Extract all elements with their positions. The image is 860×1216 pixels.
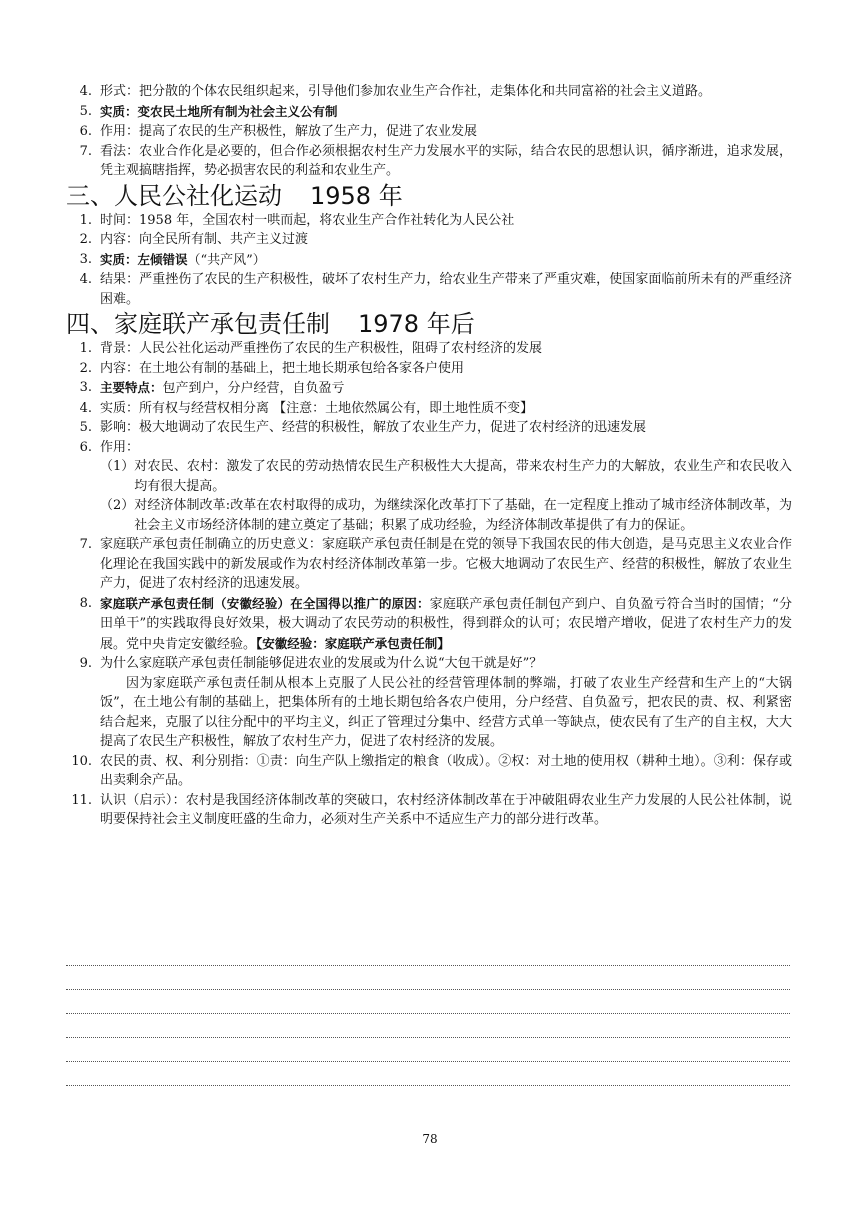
item-number: 5. (79, 103, 92, 119)
item-text (100, 250, 792, 271)
item-number: 4. (79, 84, 92, 99)
list-item (66, 378, 792, 399)
item-text: 背景：人民公社化运动严重挫伤了农民的生产积极性，阻碍了农村经济的发展 (100, 341, 543, 356)
item-number: 6. (79, 439, 92, 455)
item-number: 1. (79, 212, 92, 228)
bold-text: 【安徽经验：家庭联产承包责任制】 (256, 635, 450, 651)
plain-text: （“共产风”） (187, 252, 266, 268)
item-text: 时间：1958 年，全国农村一哄而起，将农业生产合作社转化为人民公社 (100, 212, 515, 228)
item-text: 影响：极大地调动了农民生产、经营的积极性，解放了农业生产力，促进了农村经济的迅速发展 (100, 420, 647, 435)
section-heading (66, 181, 792, 211)
list-item (66, 594, 792, 655)
list-item (66, 438, 792, 458)
item-text: 实质：所有权与经营权相分离 【注意：土地依然属公有，即土地性质不变】 (100, 400, 534, 416)
item-number: 5. (79, 420, 92, 435)
sub-item-text: 对农民、农村：激发了农民的劳动热情农民生产积极性大大提高，带来农村生产力的大解放，农业生产和农民收入均有很大提高。 (134, 459, 792, 494)
item-text: 农民的责、权、利分别指：①责：向生产队上缴指定的粮食（收成）。②权：对土地的使用权（耕种土地）。③利：保存或出卖剩余产品。 (100, 753, 792, 788)
item-number: 10. (71, 753, 92, 769)
item-number: 3. (79, 251, 92, 267)
item-number: 7. (79, 537, 92, 552)
list-item (66, 211, 792, 231)
section-title: 四、家庭联产承包责任制 (66, 310, 330, 338)
item-number: 4. (79, 272, 92, 287)
section-year: 1958 年 (310, 181, 403, 210)
dotted-line (66, 942, 790, 966)
item-text (100, 378, 792, 399)
writing-lines (66, 942, 790, 1086)
item-text: 为什么家庭联产承包责任制能够促进农业的发展或为什么说“大包干就是好”？ (100, 656, 543, 671)
bold-text: 实质：变农民土地所有制为社会主义公有制 (100, 103, 338, 119)
sub-item (66, 496, 792, 535)
section-heading (66, 309, 792, 339)
plain-text: 包产到户，分户经营，自负盈亏 (162, 381, 345, 396)
item-number: 3. (79, 380, 92, 395)
item-text: 家庭联产承包责任制确立的历史意义：家庭联产承包责任制是在党的领导下我国农民的伟大创造，是马克思主义农业合作化理论在我国实践中的新发展或作为农村经济体制改革第一步。它极大地调动了农民生产、经营的积极性，解放了农业生产力，促进了农村经济的迅速发展。 (100, 537, 792, 591)
item-text: 结果：严重挫伤了农民的生产积极性，破坏了农村生产力，给农业生产带来了严重灾难，使国家面临前所未有的严重经济困难。 (100, 272, 792, 307)
list-item (66, 142, 792, 181)
list-item (66, 250, 792, 271)
bold-text: 家庭联产承包责任制（安徽经验）在全国得以推广的原因： (100, 595, 430, 611)
sub-item-number: （1） (100, 459, 135, 474)
sub-item-text: 对经济体制改革:改革在农村取得的成功，为继续深化改革打下了基础，在一定程度上推动了城市经济体制改革，为社会主义市场经济体制的建立奠定了基础；积累了成功经验，为经济体制改革提供了有力的保证。 (134, 498, 792, 533)
answer-paragraph: 因为家庭联产承包责任制从根本上克服了人民公社的经营管理体制的弊端，打破了农业生产经营和生产上的“大锅饭”，在土地公有制的基础上，把集体所有的土地长期包给各农户使用，分户经营、自负盈亏，把农民的责、权、利紧密结合起来，克服了以往分配中的平均主义，纠正了管理过分集中、经营方式单一等缺点，使农民有了生产的自主权，大大提高了农民生产积极性，解放了农村生产力，促进了农村经济的发展。 (100, 675, 792, 749)
dotted-line (66, 1062, 790, 1086)
list-item (66, 102, 792, 123)
bold-text: 实质：左倾错误 (100, 251, 188, 267)
item-number: 4. (79, 400, 92, 416)
item-text: 形式：把分散的个体农民组织起来，引导他们参加农业生产合作社，走集体化和共同富裕的社会主义道路。 (100, 84, 712, 99)
item-text: 看法：农业合作化是必要的，但合作必须根据农村生产力发展水平的实际，结合农民的思想认识，循序渐进，追求发展，凭主观搞瞎指挥，势必损害农民的利益和农业生产。 (100, 143, 792, 178)
list-item (66, 230, 792, 250)
page-number: 78 (422, 1132, 438, 1146)
plain-text: 家庭联产承包责任制包产到户、自负盈亏符合当时的国情；“分田单干”的实践取得良好效果，极大调动了农民劳动的积极性，得到群众的认可；农民增产增收，促进了农村生产力的发展。党中央肯定安徽经验。 (100, 596, 792, 652)
section-year: 1978 年后 (358, 310, 475, 338)
list-item (66, 791, 792, 830)
list-item (66, 270, 792, 309)
item-number: 7. (79, 143, 92, 159)
list-item (66, 399, 792, 419)
item-text: 内容：向全民所有制、共产主义过渡 (100, 232, 309, 247)
dotted-line (66, 1014, 790, 1038)
item-number: 2. (79, 360, 92, 376)
sub-item (66, 457, 792, 496)
list-item (66, 339, 792, 359)
dotted-line (66, 966, 790, 990)
item-number: 2. (79, 232, 92, 247)
item-number: 11. (71, 792, 92, 808)
item-text: 认识（启示）：农村是我国经济体制改革的突破口，农村经济体制改革在于冲破阻碍农业生产力发展的人民公社体制，说明要保持社会主义制度旺盛的生命力，必须对生产关系中不适应生产力的部分进行改革。 (100, 792, 792, 827)
dotted-line (66, 990, 790, 1014)
dotted-line (66, 1038, 790, 1062)
item-number: 8. (79, 595, 92, 611)
list-item (66, 654, 792, 674)
item-number: 1. (79, 341, 92, 356)
item-number: 6. (79, 124, 92, 139)
list-item (66, 122, 792, 142)
list-item (66, 418, 792, 438)
item-number: 9. (79, 656, 92, 671)
item-text: 作用：提高了农民的生产积极性，解放了生产力，促进了农业发展 (100, 124, 478, 139)
item-text (100, 102, 792, 123)
section-title: 三、人民公社化运动 (66, 181, 282, 210)
list-item (66, 535, 792, 594)
item-text: 内容：在土地公有制的基础上，把土地长期承包给各家各户使用 (100, 360, 465, 376)
list-item (66, 82, 792, 102)
item-text (100, 594, 792, 655)
list-item (66, 359, 792, 379)
sub-item-number: （2） (100, 498, 135, 513)
list-item (66, 752, 792, 791)
item-text: 作用： (100, 439, 140, 455)
page-content (66, 82, 792, 830)
bold-text: 主要特点： (100, 380, 163, 395)
